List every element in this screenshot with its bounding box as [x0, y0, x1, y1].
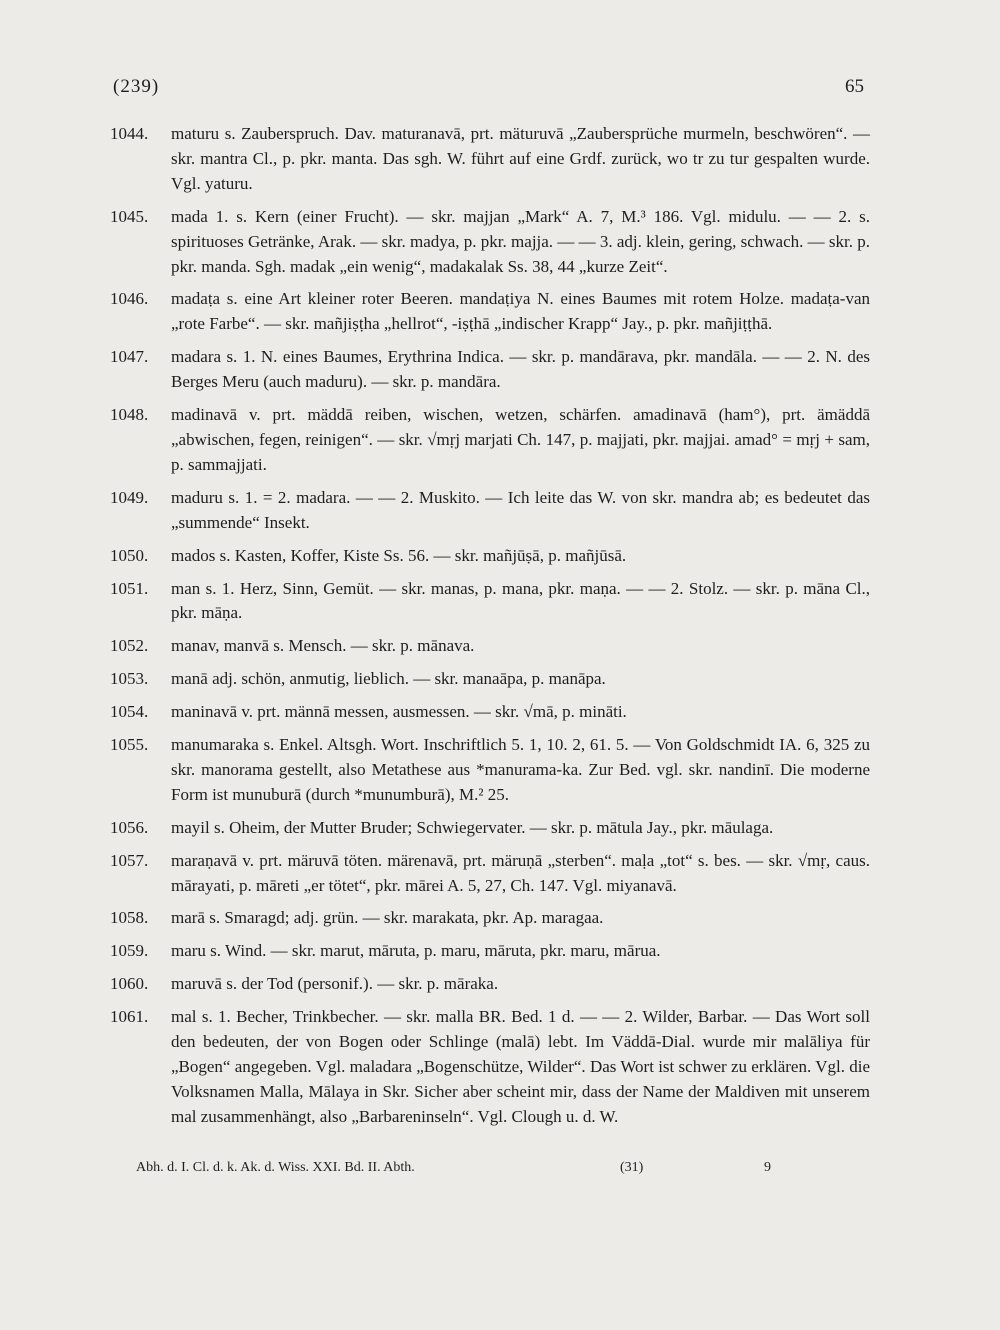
entry-number: 1045. [110, 206, 149, 226]
dictionary-entry [110, 577, 870, 627]
entry-number: 1057. [110, 850, 149, 870]
dictionary-entry [110, 667, 870, 692]
dictionary-entry [110, 287, 870, 337]
entry-number: 1049. [110, 487, 149, 507]
entry-number: 1051. [110, 578, 149, 598]
entry-text: manav, manvā s. Mensch. — skr. p. mānava. [171, 636, 475, 656]
entry-text: maruvā s. der Tod (personif.). — skr. p. māraka. [171, 974, 499, 994]
dictionary-entry [110, 1005, 870, 1130]
entry-number: 1054. [110, 702, 149, 722]
entry-text: man s. 1. Herz, Sinn, Gemüt. — skr. manas, p. mana, pkr. maṇa. — — 2. Stolz. — skr. p. māna Cl., pkr. māṇa. [171, 578, 870, 623]
dictionary-entry [110, 939, 870, 964]
dictionary-entry [110, 345, 870, 395]
entry-number: 1060. [110, 974, 149, 994]
entry-number: 1046. [110, 289, 149, 309]
dictionary-entry [110, 906, 870, 931]
entry-text: madinavā v. prt. mäddā reiben, wischen, wetzen, schärfen. amadinavā (ham°), prt. ämäddā „abwischen, fegen, reinigen“. — skr. √mṛj marjati Ch. 147, p. majjati, pkr. majjai. amad° = mṛj + sam, p. sammajjati. [171, 405, 870, 474]
entry-number: 1059. [110, 941, 149, 961]
footer-publication: Abh. d. I. Cl. d. k. Ak. d. Wiss. XXI. Bd. II. Abth. [136, 1160, 415, 1175]
entry-number: 1048. [110, 405, 149, 425]
header-page-ref: (239) [113, 76, 160, 97]
dictionary-entry [110, 634, 870, 659]
entry-text: mada 1. s. Kern (einer Frucht). — skr. majjan „Mark“ A. 7, M.³ 186. Vgl. midulu. — — 2. s. spirituoses Getränke, Arak. — skr. madya, p. pkr. majja. — — 3. adj. klein, gering, schwach. — skr. p. pkr. manda. Sgh. madak „ein wenig“, madakalak Ss. 38, 44 „kurze Zeit“. [171, 206, 870, 276]
entry-text: madaṭa s. eine Art kleiner roter Beeren. mandaṭiya N. eines Baumes mit rotem Holze. madaṭa-van „rote Farbe“. — skr. mañjiṣṭha „hellrot“, -iṣṭhā „indischer Krapp“ Jay., p. pkr. mañjiṭṭhā. [171, 289, 870, 334]
page-number: 65 [845, 76, 864, 97]
entry-number: 1061. [110, 1007, 149, 1027]
entry-number: 1053. [110, 669, 149, 689]
dictionary-entry [110, 544, 870, 569]
footer-sheet-number: (31) [620, 1160, 644, 1175]
entry-text: maru s. Wind. — skr. marut, māruta, p. maru, māruta, pkr. maru, mārua. [171, 941, 661, 961]
entry-text: maninavā v. prt. männā messen, ausmessen. — skr. √mā, p. mināti. [171, 702, 627, 722]
dictionary-entry [110, 205, 870, 280]
entry-text: mal s. 1. Becher, Trinkbecher. — skr. malla BR. Bed. 1 d. — — 2. Wilder, Barbar. — Das Wort soll den bedeuten, der von Bogen oder Schlinge (malā) lebt. Im Väddā-Dial. wurde mir malāliya für „Bogen“ angegeben. Vgl. maladara „Bogenschütze, Wilder“. Das Wort ist schwer zu erklären. Vgl. die Volksnamen Malla, Mālaya in Skr. Sicher aber scheint mir, dass der Name der Maldiven mit unserem mal zusammenhängt, also „Barbareninseln“. Vgl. Clough u. d. W. [171, 1007, 870, 1126]
dictionary-entry [110, 486, 870, 536]
entry-number: 1058. [110, 908, 149, 928]
entry-number: 1052. [110, 636, 149, 656]
dictionary-entry [110, 700, 870, 725]
dictionary-entry [110, 733, 870, 808]
dictionary-entries [110, 122, 870, 1130]
dictionary-entry [110, 849, 870, 899]
entry-text: marā s. Smaragd; adj. grün. — skr. marakata, pkr. Ap. maragaa. [171, 908, 604, 928]
entry-number: 1050. [110, 545, 149, 565]
footer-signature: 9 [764, 1160, 771, 1175]
entry-number: 1047. [110, 347, 149, 367]
entry-number: 1056. [110, 817, 149, 837]
entry-number: 1044. [110, 124, 149, 143]
entry-text: maraṇavā v. prt. märuvā töten. märenavā, prt. märuṇā „sterben“. maḷa „tot“ s. bes. — skr. √mṛ, caus. mārayati, p. māreti „er tötet“, pkr. mārei A. 5, 27, Ch. 147. Vgl. miyanavā. [171, 850, 870, 895]
dictionary-entry [110, 122, 870, 197]
dictionary-entry [110, 403, 870, 478]
entry-number: 1055. [110, 735, 149, 755]
entry-text: maturu s. Zauberspruch. Dav. maturanavā, prt. mäturuvā „Zaubersprüche murmeln, beschwören“. — skr. mantra Cl., p. pkr. manta. Das sgh. W. führt auf eine Grdf. zurück, wo tr zu tur gespalten wurde. Vgl. yaturu. [171, 124, 870, 193]
entry-text: manumaraka s. Enkel. Altsgh. Wort. Inschriftlich 5. 1, 10. 2, 61. 5. — Von Goldschmidt IA. 6, 325 zu skr. manorama gestellt, also Metathese aus *manurama-ka. Zur Bed. vgl. skr. nandinī. Die moderne Form ist munuburā (durch *munumburā), M.² 25. [171, 735, 870, 804]
entry-text: maduru s. 1. = 2. madara. — — 2. Muskito. — Ich leite das W. von skr. mandra ab; es bedeutet das „summende“ Insekt. [171, 487, 870, 532]
entry-text: madara s. 1. N. eines Baumes, Erythrina Indica. — skr. p. mandārava, pkr. mandāla. — — 2. N. des Berges Meru (auch maduru). — skr. p. mandāra. [171, 347, 870, 392]
entry-text: manā adj. schön, anmutig, lieblich. — skr. manaāpa, p. manāpa. [171, 669, 606, 689]
dictionary-entry [110, 972, 870, 997]
entry-text: mados s. Kasten, Koffer, Kiste Ss. 56. — skr. mañjūṣā, p. mañjūsā. [171, 545, 627, 565]
dictionary-entry [110, 816, 870, 841]
entry-text: mayil s. Oheim, der Mutter Bruder; Schwiegervater. — skr. p. mātula Jay., pkr. māulaga. [171, 817, 774, 837]
